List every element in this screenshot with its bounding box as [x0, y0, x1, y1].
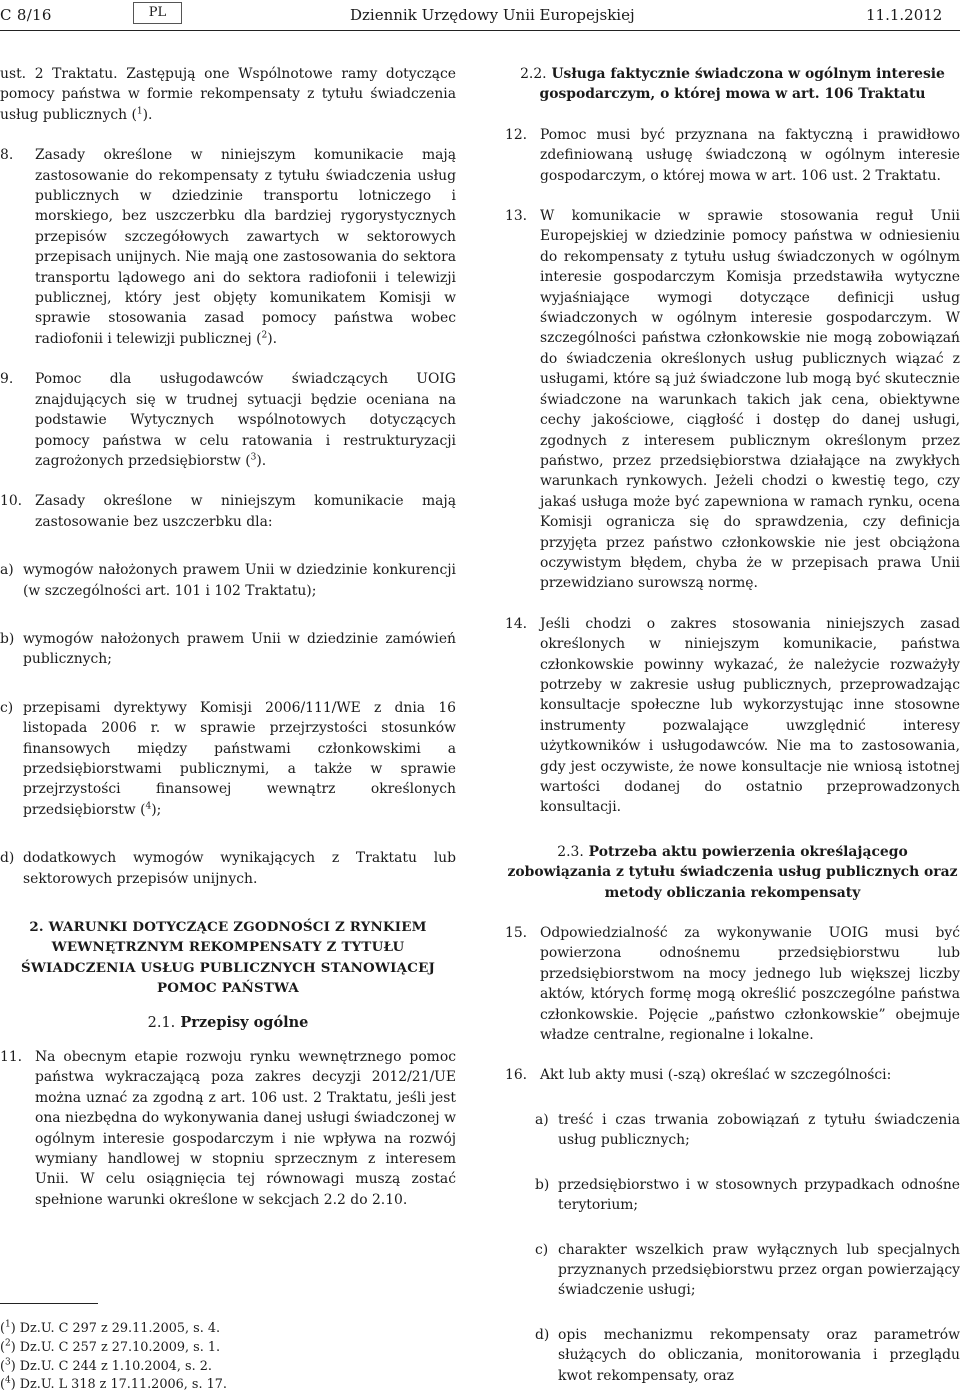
- list-item-b: b) wymogów nałożonych prawem Unii w dziedzinie zamówień publicznych;: [0, 630, 456, 668]
- paragraph-number: 15.: [505, 925, 528, 942]
- paragraph-number: 16.: [505, 1067, 528, 1084]
- publication-date: 11.1.2012: [866, 6, 943, 24]
- paragraph-number: 11.: [0, 1049, 23, 1066]
- list-item-b: b) przedsiębiorstwo i w stosownych przypadkach odnośne terytorium;: [535, 1176, 960, 1214]
- section-heading-2-1: 2.1. Przepisy ogólne: [147, 1013, 309, 1031]
- continuation-paragraph: ust. 2 Traktatu. Zastępują one Wspólnotowe ramy dotyczące pomocy państwa w formie rekompensaty z tytułu świadczenia usług publicznych ($^1$).: [0, 66, 456, 123]
- footnote-2: ($^2$) Dz.U. C 257 z 27.10.2009, s. 1.: [0, 1338, 221, 1355]
- paragraph-11: 11. Na obecnym etapie rozwoju rynku wewnętrznego pomoc państwa wykraczającą poza zakres decyzji 2012/21/UE można uznać za zgodną z art. 106 ust. 2 Traktatu, jeśli jest ona niezbędna do wykonywania danej usługi świadczonej w ogólnym interesie gospodarczym i nie wpływa na rozwój wymiany handlowej w stopniu sprzecznym z interesem Unii. W celu osiągnięcia tej równowagi muszą zostać spełnione warunki określone w sekcjach 2.2 do 2.10.: [0, 1049, 456, 1208]
- footnote-ref[interactable]: 3: [250, 452, 257, 463]
- list-item-a: a) wymogów nałożonych prawem Unii w dziedzinie konkurencji (w szczególności art. 101 i 102 Traktatu);: [0, 562, 456, 599]
- footnote-4: ($^4$) Dz.U. L 318 z 17.11.2006, s. 17.: [0, 1376, 227, 1393]
- right-column: [505, 64, 960, 1386]
- paragraph-number: 8.: [0, 147, 14, 164]
- paragraph-10: 10. Zasady określone w niniejszym komunikacie mają zastosowanie bez uszczerbku dla:: [0, 493, 456, 530]
- paragraph-number: 10.: [0, 493, 23, 510]
- footnote-ref[interactable]: 1: [136, 106, 143, 117]
- list-item-d: d) opis mechanizmu rekompensaty oraz parametrów służących do obliczania, monitorowania i przeglądu kwot rekompensaty, oraz: [535, 1326, 960, 1384]
- footnotes: [0, 1320, 227, 1395]
- page-reference: C 8/16: [0, 6, 52, 24]
- paragraph-16: 16. Akt lub akty musi (-szą) określać w szczególności:: [505, 1065, 960, 1085]
- list-item-c: c) charakter wszelkich praw wyłącznych lub specjalnych przyznanych przedsiębiorstwu przez organ powierzający świadczenie usługi;: [535, 1241, 960, 1299]
- paragraph-12: 12. Pomoc musi być przyznana na faktyczną i prawidłowo zdefiniowaną usługę świadczoną w ogólnym interesie gospodarczym, o której mowa w art. 106 ust. 2 Traktatu.: [505, 126, 960, 184]
- paragraph-number: 12.: [505, 126, 528, 143]
- journal-title: Dziennik Urzędowy Unii Europejskiej: [350, 6, 635, 24]
- language-badge: PL: [133, 2, 182, 24]
- footnote-rule: [0, 1303, 98, 1304]
- paragraph-13: 13. W komunikacie w sprawie stosowania reguł Unii Europejskiej w dziedzinie pomocy państwa w odniesieniu do rekompensaty z tytułu usług świadczonych w ogólnym interesie gospodarczym Komisja przedstawiła wytyczne wyjaśniające wymogi dotyczące definicji usług świadczonych w ogólnym interesie gospodarczym. W szczególności państwa członkowskie nie mogą zobowiązań do świadczenia określonych usług publicznych wiązać z usługami, które są już świadczone lub mogą być skutecznie świadczone na warunkach takich jak cena, obiektywne cechy jakościowe, ciągłość i dostęp do danej usługi, zgodnych z interesem publicznym określonym przez państwo, przez przedsiębiorstwa działające na zwykłych warunkach rynkowych. Jeżeli chodzi o kwestię tego, czy jakaś usługa może być zapewniona w ramach rynku, ocena Komisji ogranicza się do sprawdzenia, czy definicja przyjęta przez państwo członkowskie nie jest obciążona oczywistym błędem, chyba że w przepisach prawa Unii przewidziano surowszą normę.: [505, 208, 960, 592]
- list-item-d: d) dodatkowych wymogów wynikających z Traktatu lub sektorowych przepisów unijnych.: [0, 850, 456, 887]
- left-column: [0, 64, 456, 1210]
- page-header: [0, 2, 960, 28]
- footnote-ref[interactable]: 4: [145, 801, 152, 812]
- list-item-a: a) treść i czas trwania zobowiązań z tytułu świadczenia usług publicznych;: [535, 1111, 960, 1149]
- footnote-3: ($^3$) Dz.U. C 244 z 1.10.2004, s. 2.: [0, 1357, 212, 1374]
- paragraph-number: 13.: [505, 208, 528, 225]
- section-heading-2-3: 2.3. Potrzeba aktu powierzenia określającego zobowiązania z tytułu świadczenia usług publicznych oraz metody obliczania rekompensaty: [507, 843, 958, 901]
- footnote-ref[interactable]: 2: [261, 330, 268, 341]
- section-heading-2: 2. WARUNKI DOTYCZĄCE ZGODNOŚCI Z RYNKIEM WEWNĘTRZNYM REKOMPENSATY Z TYTUŁU ŚWIADCZENIA USŁUG PUBLICZNYCH STANOWIĄCEJ POMOC PAŃSTWA: [20, 919, 436, 997]
- paragraph-14: 14. Jeśli chodzi o zakres stosowania niniejszych zasad określonych w niniejszym komunikacie, państwa członkowskie powinny wykazać, że należycie rozważyły potrzeby w zakresie usług publicznych, przeprowadzając konsultacje społeczne lub wykorzystując inne stosowne instrumenty pozwalające uwzględnić interesy użytkowników i usługodawców. Nie ma to zastosowania, gdy jest oczywiste, że nowe konsultacje nie wniosą istotnej wartości dodanej do ostatnio przeprowadzonych konsultacji.: [505, 615, 960, 816]
- paragraph-9: 9. Pomoc dla usługodawców świadczących UOIG znajdujących się w trudnej sytuacji będzie oceniana na podstawie Wytycznych wspólnotowych dotyczących pomocy państwa w celu ratowania i restrukturyzacji zagrożonych przedsiębiorstw ($^3$).: [0, 371, 456, 469]
- paragraph-number: 14.: [505, 615, 528, 632]
- paragraph-8: 8. Zasady określone w niniejszym komunikacie mają zastosowanie do rekompensaty z tytułu świadczenia usług publicznych w dziedzinie transportu lotniczego i morskiego, bez uszczerbku dla bardziej rygorystycznych przepisów szczegółowych zawartych w sektorowych przepisach unijnych. Nie mają one zastosowania do sektora transportu lądowego ani do sektora radiofonii i telewizji publicznej, który jest objęty komunikatem Komisji w sprawie stosowania zasad pomocy państwa wobec radiofonii i telewizji publicznej ($^2$).: [0, 147, 456, 347]
- paragraph-number: 9.: [0, 371, 14, 388]
- list-item-c: c) przepisami dyrektywy Komisji 2006/111/WE z dnia 16 listopada 2006 r. w sprawie przejrzystości stosunków finansowych między państwami członkowskimi a przedsiębiorstwami publicznymi, a także w sprawie przejrzystości finansowej wewnątrz określonych przedsiębiorstw ($^4$);: [0, 699, 456, 818]
- section-heading-2-2: 2.2. Usługa faktycznie świadczona w ogólnym interesie gospodarczym, o której mowa w art. 106 Traktatu: [520, 66, 945, 103]
- paragraph-15: 15. Odpowiedzialność za wykonywanie UOIG musi być powierzona odnośnemu przedsiębiorstwu lub przedsiębiorstwom na mocy jednego lub większej liczby aktów, których formę mogą określić poszczególne państwa członkowskie. Pojęcie „państwo członkowskie” obejmuje władze centralne, regionalne i lokalne.: [505, 925, 960, 1044]
- header-rule: [0, 30, 960, 31]
- paragraph-16-list: [505, 1110, 960, 1386]
- footnote-1: ($^1$) Dz.U. C 297 z 29.11.2005, s. 4.: [0, 1319, 221, 1336]
